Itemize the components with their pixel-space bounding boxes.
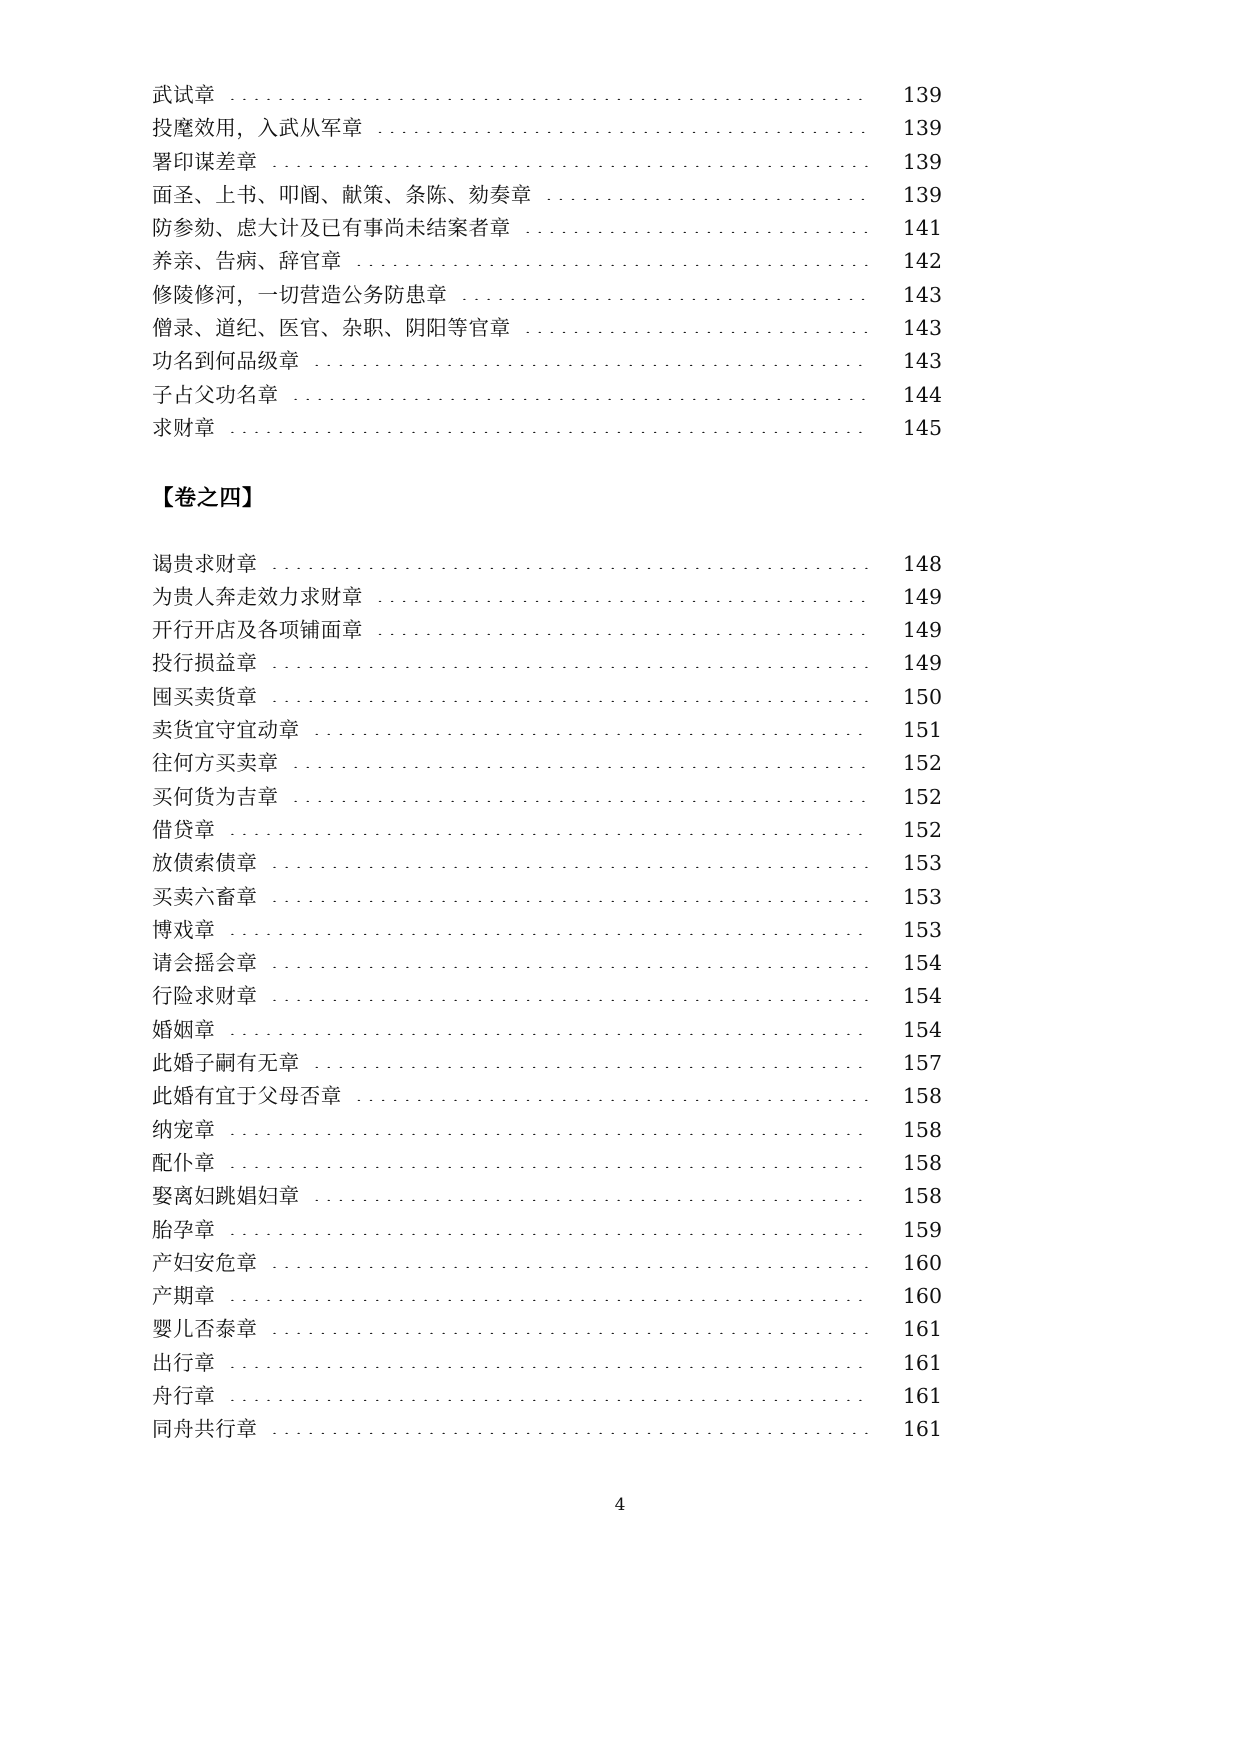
toc-entry-page-number: 158 [902, 1150, 942, 1175]
toc-leader-dots [314, 350, 870, 366]
toc-entry[interactable] [152, 713, 942, 746]
toc-entry[interactable] [152, 1412, 942, 1445]
toc-entry-title: 往何方买卖章 [152, 751, 279, 776]
toc-entry-title: 养亲、告病、辞官章 [152, 249, 342, 274]
toc-entry[interactable] [152, 1179, 942, 1212]
toc-entry[interactable] [152, 1113, 942, 1146]
toc-entry-page-number: 149 [902, 618, 942, 643]
toc-leader-dots [229, 1152, 870, 1168]
toc-entry[interactable] [152, 547, 942, 580]
toc-leader-dots [356, 250, 870, 266]
toc-entry-page-number: 153 [902, 851, 942, 876]
toc-leader-dots [293, 752, 870, 768]
toc-leader-dots [229, 919, 870, 935]
toc-entry[interactable] [152, 378, 942, 411]
toc-entry[interactable] [152, 1312, 942, 1345]
toc-leader-dots [272, 1318, 871, 1334]
toc-entry-title: 借贷章 [152, 817, 216, 842]
toc-entry-page-number: 145 [902, 415, 942, 440]
toc-entry-page-number: 143 [902, 349, 942, 374]
toc-entry-page-number: 139 [902, 116, 942, 141]
toc-entry-title: 请会摇会章 [152, 951, 258, 976]
toc-entry[interactable] [152, 1079, 942, 1112]
volume-heading: 【卷之四】 [152, 486, 265, 512]
toc-leader-dots [377, 619, 870, 635]
toc-entry[interactable] [152, 411, 942, 444]
toc-leader-dots [461, 284, 870, 300]
toc-entry-page-number: 144 [902, 382, 942, 407]
section-spacer [152, 514, 942, 547]
toc-entry[interactable] [152, 880, 942, 913]
toc-entry-title: 求财章 [152, 415, 216, 440]
toc-entry[interactable] [152, 913, 942, 946]
toc-entry[interactable] [152, 813, 942, 846]
toc-entry-title: 投麾效用，入武从军章 [152, 116, 363, 141]
toc-leader-dots [229, 1219, 870, 1235]
toc-entry[interactable] [152, 311, 942, 344]
toc-entry-title: 此婚子嗣有无章 [152, 1051, 300, 1076]
toc-leader-dots [229, 819, 870, 835]
toc-leader-dots [356, 1085, 870, 1101]
toc-entry-page-number: 158 [902, 1117, 942, 1142]
toc-entry-title: 防参劾、虑大计及已有事尚未结案者章 [152, 216, 511, 241]
toc-entry-title: 武试章 [152, 83, 216, 107]
toc-entry-title: 放债索债章 [152, 851, 258, 876]
toc-entry-title: 行险求财章 [152, 984, 258, 1009]
toc-leader-dots [525, 317, 870, 333]
toc-entry-title: 产期章 [152, 1284, 216, 1309]
toc-leader-dots [272, 151, 871, 167]
toc-entry[interactable] [152, 613, 942, 646]
toc-entry[interactable] [152, 211, 942, 244]
toc-entry-page-number: 143 [902, 282, 942, 307]
toc-entry-title: 谒贵求财章 [152, 551, 258, 576]
toc-entry[interactable] [152, 111, 942, 144]
toc-entry[interactable] [152, 979, 942, 1012]
toc-leader-dots [229, 1385, 870, 1401]
toc-leader-dots [272, 852, 871, 868]
toc-leader-dots [272, 886, 871, 902]
toc-leader-dots [272, 985, 871, 1001]
toc-leader-dots [314, 1185, 870, 1201]
toc-entry-title: 囤买卖货章 [152, 684, 258, 709]
toc-entry[interactable] [152, 78, 942, 111]
toc-entry-title: 面圣、上书、叩阍、献策、条陈、劾奏章 [152, 182, 532, 207]
toc-entry[interactable] [152, 1146, 942, 1179]
toc-entry-page-number: 161 [902, 1417, 942, 1442]
toc-entry-page-number: 143 [902, 316, 942, 341]
toc-entry-page-number: 139 [902, 149, 942, 174]
toc-entry-page-number: 152 [902, 784, 942, 809]
toc-leader-dots [293, 384, 870, 400]
toc-entry-title: 出行章 [152, 1350, 216, 1375]
toc-leader-dots [272, 686, 871, 702]
toc-entry-title: 娶离妇跳娼妇章 [152, 1184, 300, 1209]
toc-entry-title: 博戏章 [152, 917, 216, 942]
toc-entry-page-number: 159 [902, 1217, 942, 1242]
toc-entry-title: 同舟共行章 [152, 1417, 258, 1442]
toc-entry-title: 纳宠章 [152, 1117, 216, 1142]
toc-leader-dots [229, 1019, 870, 1035]
toc-entry-page-number: 150 [902, 684, 942, 709]
toc-entry-page-number: 149 [902, 651, 942, 676]
toc-entry[interactable] [152, 1346, 942, 1379]
toc-entry-title: 买何货为吉章 [152, 784, 279, 809]
toc-entry-page-number: 153 [902, 884, 942, 909]
toc-entry-page-number: 153 [902, 917, 942, 942]
toc-entry-page-number: 158 [902, 1084, 942, 1109]
toc-entry[interactable] [152, 1379, 942, 1412]
toc-entry-page-number: 139 [902, 83, 942, 107]
toc-entry[interactable] [152, 1279, 942, 1312]
toc-entry[interactable] [152, 1213, 942, 1246]
toc-entry[interactable] [152, 1046, 942, 1079]
toc-entry-page-number: 151 [902, 718, 942, 743]
toc-entry-title: 僧录、道纪、医官、杂职、阴阳等官章 [152, 316, 511, 341]
toc-leader-dots [229, 1119, 870, 1135]
toc-leader-dots [229, 84, 870, 100]
toc-entry-title: 此婚有宜于父母否章 [152, 1084, 342, 1109]
toc-entry[interactable] [152, 145, 942, 178]
toc-leader-dots [229, 417, 870, 433]
toc-entry-title: 配仆章 [152, 1150, 216, 1175]
toc-entry-page-number: 161 [902, 1317, 942, 1342]
toc-entry-title: 买卖六畜章 [152, 884, 258, 909]
toc-entry-title: 修陵修河，一切营造公务防患章 [152, 282, 448, 307]
page-folio-number: 4 [614, 1495, 626, 1515]
toc-entry-page-number: 161 [902, 1350, 942, 1375]
toc-leader-dots [525, 217, 870, 233]
toc-entry-page-number: 139 [902, 182, 942, 207]
toc-entry[interactable] [152, 780, 942, 813]
toc-leader-dots [546, 184, 870, 200]
toc-entry[interactable] [152, 278, 942, 311]
toc-leader-dots [314, 719, 870, 735]
toc-entry[interactable] [152, 580, 942, 613]
toc-entry-page-number: 160 [902, 1250, 942, 1275]
toc-entry[interactable] [152, 244, 942, 277]
toc-entry[interactable] [152, 646, 942, 679]
toc-leader-dots [272, 553, 871, 569]
toc-entry-title: 胎孕章 [152, 1217, 216, 1242]
toc-leader-dots [229, 1285, 870, 1301]
toc-content [152, 78, 942, 1446]
toc-entry-title: 为贵人奔走效力求财章 [152, 584, 363, 609]
toc-entry[interactable] [152, 344, 942, 377]
toc-entry-page-number: 161 [902, 1383, 942, 1408]
toc-entry-title: 婚姻章 [152, 1017, 216, 1042]
toc-entry-page-number: 154 [902, 951, 942, 976]
toc-entry-title: 开行开店及各项铺面章 [152, 618, 363, 643]
toc-leader-dots [293, 786, 870, 802]
toc-entry-page-number: 152 [902, 817, 942, 842]
toc-entry-page-number: 141 [902, 216, 942, 241]
toc-entry[interactable] [152, 178, 942, 211]
toc-entry-page-number: 149 [902, 584, 942, 609]
toc-entry-page-number: 154 [902, 984, 942, 1009]
toc-entry-page-number: 160 [902, 1284, 942, 1309]
toc-entry-title: 子占父功名章 [152, 382, 279, 407]
toc-entry-page-number: 154 [902, 1017, 942, 1042]
toc-entry-page-number: 152 [902, 751, 942, 776]
toc-entry-title: 婴儿否泰章 [152, 1317, 258, 1342]
toc-entry-title: 舟行章 [152, 1383, 216, 1408]
toc-leader-dots [272, 1252, 871, 1268]
toc-leader-dots [229, 1352, 870, 1368]
toc-leader-dots [272, 952, 871, 968]
toc-entry-page-number: 157 [902, 1051, 942, 1076]
toc-entry-title: 功名到何品级章 [152, 349, 300, 374]
toc-entry[interactable] [152, 846, 942, 879]
toc-entry[interactable] [152, 1013, 942, 1046]
toc-entry-page-number: 148 [902, 551, 942, 576]
table-of-contents [152, 78, 942, 1446]
toc-entry[interactable] [152, 1246, 942, 1279]
toc-entry-page-number: 142 [902, 249, 942, 274]
toc-entry-title: 产妇安危章 [152, 1250, 258, 1275]
toc-leader-dots [272, 1418, 871, 1434]
toc-leader-dots [377, 117, 870, 133]
toc-entry-title: 投行损益章 [152, 651, 258, 676]
toc-leader-dots [314, 1052, 870, 1068]
toc-entry-title: 署印谋差章 [152, 149, 258, 174]
toc-entry[interactable] [152, 746, 942, 779]
toc-entry[interactable] [152, 680, 942, 713]
toc-entry-page-number: 158 [902, 1184, 942, 1209]
toc-leader-dots [272, 652, 871, 668]
toc-entry[interactable] [152, 946, 942, 979]
section-spacer [152, 444, 942, 480]
toc-leader-dots [377, 586, 870, 602]
toc-entry-title: 卖货宜守宜动章 [152, 718, 300, 743]
